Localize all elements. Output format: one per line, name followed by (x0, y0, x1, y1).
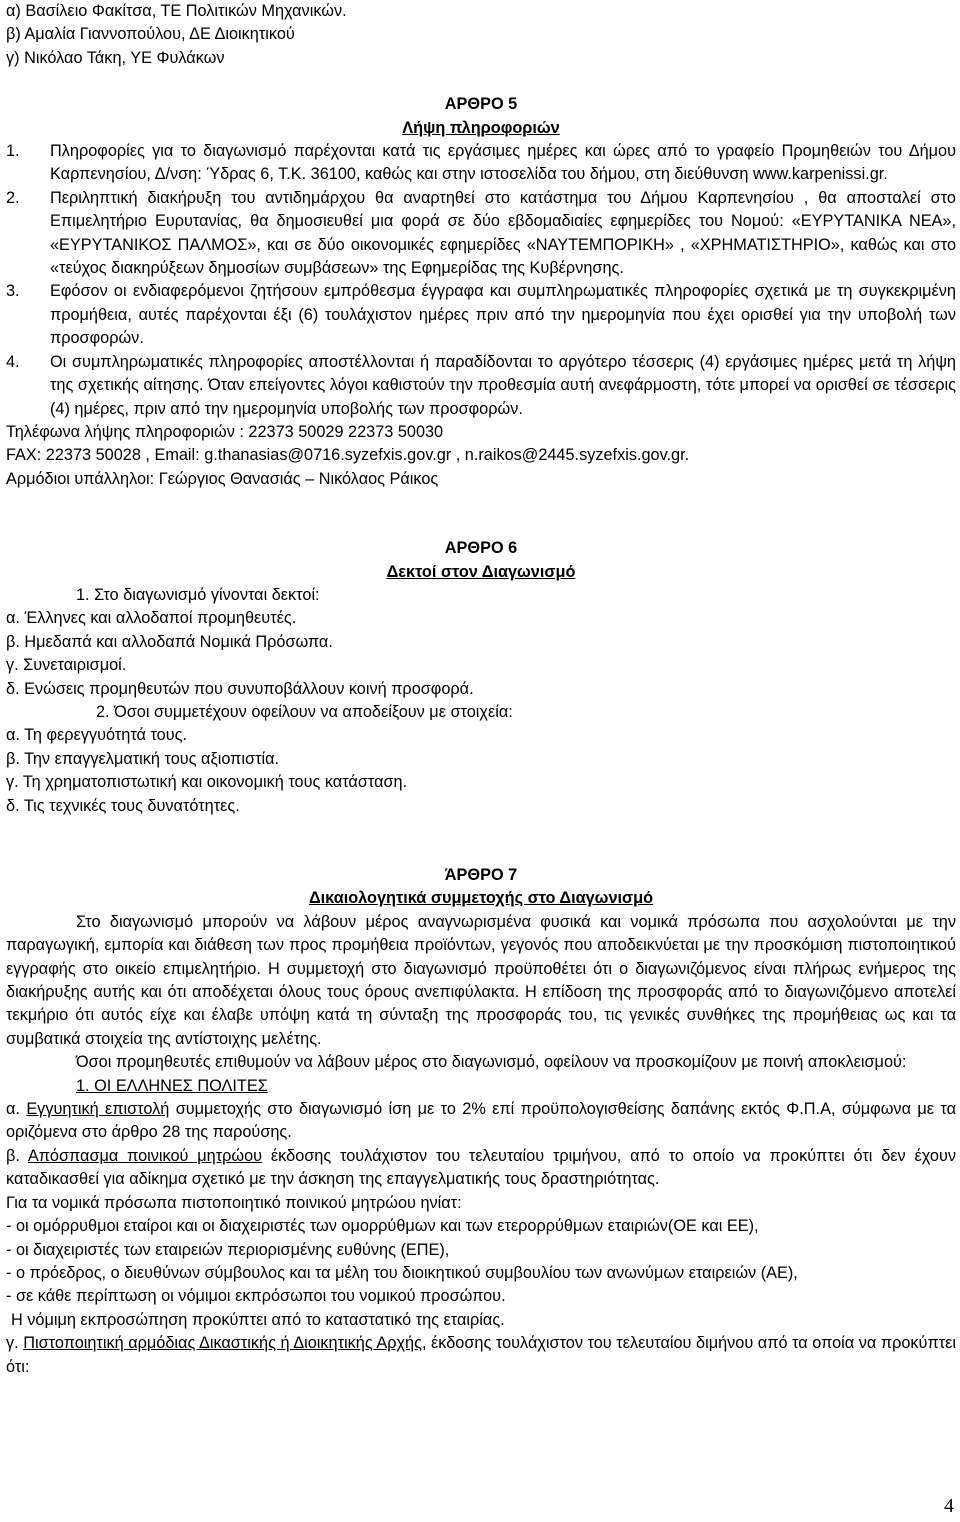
item-number: 4. (6, 352, 20, 371)
article-7 (6, 864, 956, 1379)
list-item: α. Έλληνες και αλλοδαποί προμηθευτές. (6, 609, 297, 628)
requirement-g (6, 1332, 956, 1379)
legal-list-item: - σε κάθε περίπτωση οι νόμιμοι εκπρόσωποι του νομικού προσώπου. (6, 1287, 506, 1306)
list-item: α. Τη φερεγγυότητά τους. (6, 726, 187, 745)
article-7-heading: ΆΡΘΡΟ 7 (444, 866, 518, 884)
list-item: β) Αμαλία Γιαννοπούλου, ΔΕ Διοικητικού (6, 25, 295, 44)
article-6 (6, 537, 956, 818)
list-item: δ. Ενώσεις προμηθευτών που συνυποβάλλουν κοινή προσφορά. (6, 679, 474, 698)
requirement-label: Πιστοποιητική αρμόδιας Δικαστικής ή Διοικητικής Αρχής (23, 1334, 422, 1353)
legal-entities-intro: Για τα νομικά πρόσωπα πιστοποιητικό ποινικού μητρώου ηνίατ: (6, 1193, 462, 1212)
item-text: Πληροφορίες για το διαγωνισμό παρέχονται κατά τις εργάσιμες ημέρες και ώρες από το γραφείο Προμηθειών του Δήμου Καρπενησίου, Δ/νση: Ύδρας 6, Τ.Κ. 36100, καθώς και στην ιστοσελίδα του δήμου, στη διεύθυνση www.karpenissi.gr. (50, 142, 956, 184)
numbered-item (6, 351, 956, 421)
list-item: γ. Τη χρηματοπιστωτική και οικονομική τους κατάσταση. (6, 773, 408, 792)
list-item: γ. Συνεταιρισμοί. (6, 656, 127, 675)
point-1: 1. Στο διαγωνισμό γίνονται δεκτοί: (76, 585, 320, 604)
point-2: 2. Όσοι συμμετέχουν οφείλουν να αποδείξουν με στοιχεία: (96, 702, 513, 721)
requirement-prefix: α. (6, 1100, 27, 1119)
requirement-b (6, 1145, 956, 1192)
item-number: 1. (6, 142, 20, 161)
item-text: Οι συμπληρωματικές πληροφορίες αποστέλλονται ή παραδίδονται το αργότερο τέσσερις (4) εργάσιμες ημέρες μετά τη λήψη της σχετικής αίτησης. Όταν επείγοντες λόγοι καθιστούν την προθεσμία αυτή ανεφάρμοστη, τότε μπορεί να ορισθεί σε τέσσερις (4) ημέρες, πριν από την ημερομηνία υποβολής των προσφορών. (50, 352, 956, 418)
numbered-item (6, 187, 956, 281)
requirement-a (6, 1098, 956, 1145)
article-6-heading: ΑΡΘΡΟ 6 (444, 539, 518, 558)
numbered-item (6, 140, 956, 187)
requirement-prefix: γ. (6, 1334, 24, 1353)
item-number: 3. (6, 282, 20, 301)
numbered-item (6, 280, 956, 350)
subheading-greek-citizens: 1. ΟΙ ΕΛΛΗΝΕΣ ΠΟΛΙΤΕΣ (76, 1076, 268, 1095)
legal-list-item: - ο πρόεδρος, ο διευθύνων σύμβουλος και τα μέλη του διοικητικού συμβουλίου των ανωνύμων εταιρειών (ΑΕ), (6, 1263, 798, 1282)
paragraph: Στο διαγωνισμό μπορούν να λάβουν μέρος αναγνωρισμένα φυσικά και νομικά πρόσωπα που ασχολούνται με την παραγωγική, εμπορία και διάθεση των προς προμήθεια προϊόντων, γεγονός που αποδεικνύεται με την προσκόμιση πιστοποιητικού εγγραφής στο οικείο επιμελητήριο. Η συμμετοχή στο διαγωνισμό προϋποθέτει ότι ο διαγωνιζόμενος είναι πλήρως ενήμερος της διακήρυξης αυτής και ότι αποδέχεται όλους τους όρους ανεπιφύλακτα. Η επίδοση της προσφοράς από το διαγωνιζόμενο αποτελεί τεκμήριο ότι αυτός είχε και έλαβε υπόψη κατά τη σύνταξη της προσφοράς του, τις γενικές συνθήκες της προμήθειας ως και τα συμβατικά στοιχεία της αντίστοιχης μελέτης. (6, 912, 956, 1048)
article-5 (6, 93, 956, 491)
fax-email-line: FAX: 22373 50028 , Email: g.thanasias@0716.syzefxis.gov.gr , n.raikos@2445.syzefxis.gov.gr. (6, 446, 690, 465)
list-item: β. Την επαγγελματική τους αξιοπιστία. (6, 749, 280, 768)
top-list (6, 0, 956, 70)
article-5-heading: ΑΡΘΡΟ 5 (444, 95, 518, 114)
paragraph: Όσοι προμηθευτές επιθυμούν να λάβουν μέρος στο διαγωνισμό, οφείλουν να προσκομίζουν με ποινή αποκλεισμού: (76, 1053, 907, 1072)
item-text: Περιληπτική διακήρυξη του αντιδημάρχου θα αναρτηθεί στο κατάστημα του Δήμου Καρπενησίου , θα αποσταλεί στο Επιμελητήριο Ευρυτανίας, θα δημοσιευθεί μια φορά σε δύο εβδομαδιαίες εφημερίδες του Νομού: «ΕΥΡΥΤΑΝΙΚΑ ΝΕΑ», «ΕΥΡΥΤΑΝΙΚΟΣ ΠΑΛΜΟΣ», και σε δύο οικονομικές εφημερίδες «ΝΑΥΤΕΜΠΟΡΙΚΗ» , «ΧΡΗΜΑΤΙΣΤΗΡΙΟ», καθώς και στο «τεύχος διακηρύξεων δημοσίων συμβάσεων» της Εφημερίδας της Κυβέρνησης. (50, 188, 956, 278)
list-item: β. Ημεδαπά και αλλοδαπά Νομικά Πρόσωπα. (6, 632, 333, 651)
phones-line: Τηλέφωνα λήψης πληροφοριών : 22373 50029 22373 50030 (6, 422, 444, 441)
officials-line: Αρμόδιοι υπάλληλοι: Γεώργιος Θανασιάς – Νικόλαος Ράικος (6, 469, 439, 488)
article-7-title: Δικαιολογητικά συμμετοχής στο Διαγωνισμό (308, 889, 654, 908)
article-6-title: Δεκτοί στον Διαγωνισμό (386, 562, 576, 581)
item-number: 2. (6, 188, 20, 207)
list-item: α) Βασίλειο Φακίτσα, ΤΕ Πολιτικών Μηχανικών. (6, 2, 347, 20)
page-number: 4 (944, 1494, 954, 1517)
item-text: Εφόσον οι ενδιαφερόμενοι ζητήσουν εμπρόθεσμα έγγραφα και συμπληρωματικές πληροφορίες σχετικά με τη συγκεκριμένη προμήθεια, αυτές παρέχονται έξι (6) τουλάχιστον ημέρες πριν από την ημερομηνία που έχει ορισθεί για την υποβολή των προσφορών. (50, 282, 956, 348)
requirement-text: , έκδοσης τουλάχιστον του τελευταίου διμήνου από τα οποία να προκύπτει ότι: (6, 1334, 956, 1376)
legal-list-item: - οι ομόρρυθμοι εταίροι και οι διαχειριστές των ομορρύθμων και των ετερορρύθμων εταιριών(ΟΕ και ΕΕ), (6, 1217, 759, 1236)
requirement-label: Απόσπασμα ποινικού μητρώου (27, 1146, 263, 1165)
requirement-prefix: β. (6, 1146, 28, 1165)
legal-representation: Η νόμιμη εκπροσώπηση προκύπτει από το καταστατικό της εταιρίας. (11, 1310, 505, 1329)
requirement-text: συμμετοχής στο διαγωνισμό ίση με το 2% επί προϋπολογισθείσης δαπάνης εκτός Φ.Π.Α, σύμφωνα με τα οριζόμενα στο άρθρο 28 της παρούσης. (6, 1100, 956, 1142)
list-item: δ. Τις τεχνικές τους δυνατότητες. (6, 796, 240, 815)
legal-list-item: - οι διαχειριστές των εταιρειών περιορισμένης ευθύνης (ΕΠΕ), (6, 1240, 450, 1259)
article-5-title: Λήψη πληροφοριών (402, 118, 560, 137)
requirement-label: Εγγυητική επιστολή (26, 1100, 170, 1119)
requirement-text: έκδοσης τουλάχιστον του τελευταίου τριμήνου, από το οποίο να προκύπτει ότι δεν έχουν καταδικασθεί για αδίκημα σχετικό με την άσκηση της επαγγελματικής τους δραστηριότητας. (6, 1146, 956, 1189)
list-item: γ) Νικόλαο Τάκη, ΥΕ Φυλάκων (6, 48, 225, 67)
